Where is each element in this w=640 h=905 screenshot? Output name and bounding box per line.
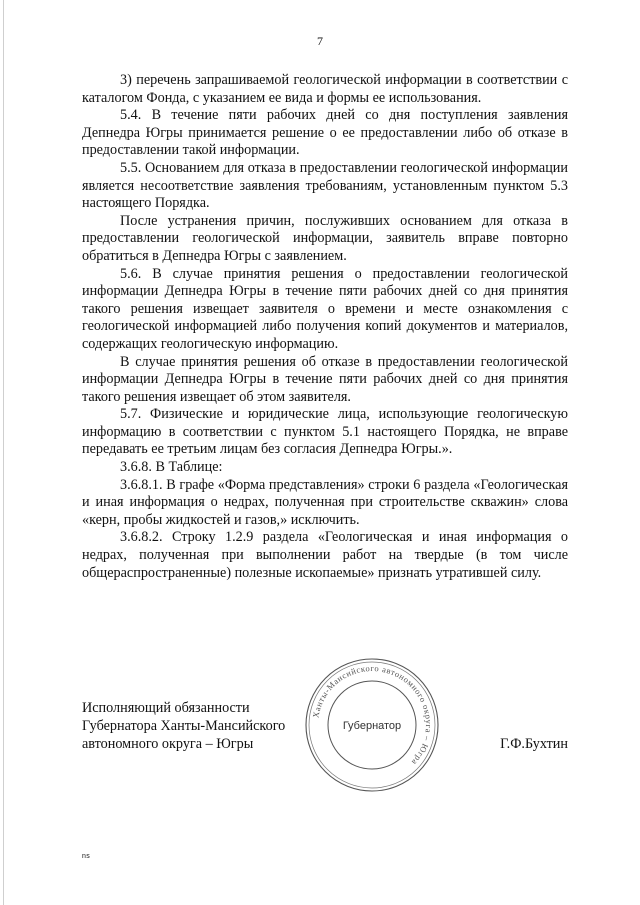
seal-ring-text: Ханты-Мансийского автономного округа – Югра <box>310 662 435 768</box>
paragraph-5-6: 5.6. В случае принятия решения о предоставлении геологической информации Депнедра Югры в течение пяти рабочих дней со дня принятия такого решения извещает заявителя о времени и месте ознакомления с геологической информацией либо получения копий документов и материалов, содержащих геологическую информацию. <box>82 265 568 352</box>
document-body <box>82 72 568 582</box>
paragraph-5-5: 5.5. Основанием для отказа в предоставлении геологической информации является несоответствие заявления требованиям, установленным пунктом 5.3 настоящего Порядка. <box>82 159 568 212</box>
signatory-position-line: автономного округа – Югры <box>82 736 254 752</box>
official-seal <box>303 656 441 794</box>
signatory-position <box>82 699 285 753</box>
signatory-position-line: Губернатора Ханты-Мансийского <box>82 718 286 734</box>
paragraph-refusal: В случае принятия решения об отказе в предоставлении геологической информации Депнедра Югры в течение пяти рабочих дней со дня принятия такого решения извещает об этом заявителя. <box>82 353 568 405</box>
signatory-position-line: Исполняющий обязанности <box>82 700 250 716</box>
paragraph-3-6-8-1: 3.6.8.1. В графе «Форма представления» строки 6 раздела «Геологическая и иная информация о недрах, полученная при строительстве скважин» слова «керн, пробы жидкостей и газов,» исключить. <box>82 476 568 528</box>
page-left-edge <box>3 0 4 905</box>
paragraph-resubmission: После устранения причин, послуживших основанием для отказа в предоставлении геологической информации, заявитель вправе повторно обратиться в Депнедра Югры с заявлением. <box>82 212 568 264</box>
page-number: 7 <box>317 34 323 48</box>
paragraph-5-7: 5.7. Физические и юридические лица, использующие геологическую информацию в соответствии с пунктом 5.1 настоящего Порядка, не вправе передавать ее третьим лицам без согласия Депнедра Югры.». <box>82 406 568 458</box>
paragraph-item-3: 3) перечень запрашиваемой геологической информации в соответствии с каталогом Фонда, с указанием ее вида и формы ее использования. <box>82 72 568 106</box>
paragraph-3-6-8-2: 3.6.8.2. Строку 1.2.9 раздела «Геологическая и иная информация о недрах, полученная при выполнении работ на твердые (в том числе общераспространенные) полезные ископаемые» признать утратившей силу. <box>82 529 568 581</box>
paragraph-5-4: 5.4. В течение пяти рабочих дней со дня поступления заявления Депнедра Югры принимается решение о ее предоставлении либо об отказе в предоставлении такой информации. <box>82 107 568 159</box>
seal-center-text: Губернатор <box>342 720 402 732</box>
paragraph-3-6-8: 3.6.8. В Таблице: <box>120 459 223 476</box>
seal-graphic <box>303 656 441 794</box>
footer-mark: ns <box>82 853 90 860</box>
signatory-name: Г.Ф.Бухтин <box>500 736 568 752</box>
